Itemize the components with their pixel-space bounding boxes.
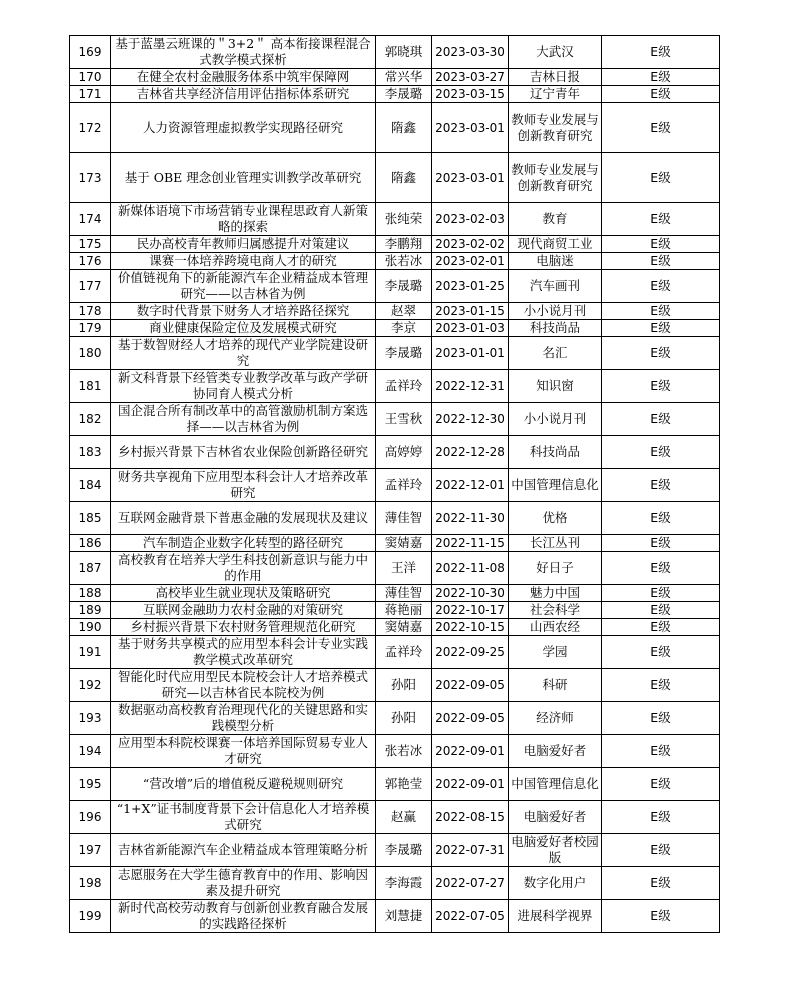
paper-title: 价值链视角下的新能源汽车企业精益成本管理研究——以吉林省为例 xyxy=(111,270,376,303)
row-number: 189 xyxy=(70,602,111,619)
table-row xyxy=(70,801,720,834)
paper-title: 基于财务共享模式的应用型本科会计专业实践教学模式改革研究 xyxy=(111,636,376,669)
publish-date: 2022-09-01 xyxy=(432,768,509,801)
publication-name: 辽宁青年 xyxy=(509,86,602,103)
paper-level: E级 xyxy=(602,203,720,236)
row-number: 176 xyxy=(70,253,111,270)
paper-title: 智能化时代应用型民本院校会计人才培养模式研究—以吉林省民本院校为例 xyxy=(111,669,376,702)
author-name: 赵翠 xyxy=(376,303,432,320)
publication-name: 数字化用户 xyxy=(509,867,602,900)
paper-title: 课赛一体培养跨境电商人才的研究 xyxy=(111,253,376,270)
paper-level: E级 xyxy=(602,69,720,86)
paper-level: E级 xyxy=(602,552,720,585)
paper-level: E级 xyxy=(602,702,720,735)
row-number: 191 xyxy=(70,636,111,669)
table-row xyxy=(70,337,720,370)
paper-title: 汽车制造企业数字化转型的路径研究 xyxy=(111,535,376,552)
paper-level: E级 xyxy=(602,436,720,469)
paper-level: E级 xyxy=(602,320,720,337)
author-name: 李晟璐 xyxy=(376,834,432,867)
author-name: 李海霞 xyxy=(376,867,432,900)
author-name: 蒋艳丽 xyxy=(376,602,432,619)
table-row xyxy=(70,469,720,502)
paper-title: 人力资源管理虚拟教学实现路径研究 xyxy=(111,103,376,153)
publish-date: 2022-09-05 xyxy=(432,702,509,735)
author-name: 孙阳 xyxy=(376,669,432,702)
table-row xyxy=(70,236,720,253)
row-number: 198 xyxy=(70,867,111,900)
publish-date: 2022-07-05 xyxy=(432,900,509,933)
publication-name: 小小说月刊 xyxy=(509,403,602,436)
table-row xyxy=(70,636,720,669)
paper-level: E级 xyxy=(602,303,720,320)
table-row xyxy=(70,900,720,933)
author-name: 窦婧嘉 xyxy=(376,619,432,636)
table-row xyxy=(70,768,720,801)
row-number: 196 xyxy=(70,801,111,834)
publication-name: 名汇 xyxy=(509,337,602,370)
paper-level: E级 xyxy=(602,735,720,768)
paper-title: 新时代高校劳动教育与创新创业教育融合发展的实践路径探析 xyxy=(111,900,376,933)
table-row xyxy=(70,834,720,867)
row-number: 187 xyxy=(70,552,111,585)
paper-title: 高校教育在培养大学生科技创新意识与能力中的作用 xyxy=(111,552,376,585)
author-name: 张若冰 xyxy=(376,735,432,768)
row-number: 173 xyxy=(70,153,111,203)
author-name: 窦婧嘉 xyxy=(376,535,432,552)
author-name: 孟祥玲 xyxy=(376,370,432,403)
author-name: 李晟璐 xyxy=(376,270,432,303)
publish-date: 2023-02-02 xyxy=(432,236,509,253)
paper-title: 应用型本科院校课赛一体培养国际贸易专业人才研究 xyxy=(111,735,376,768)
publication-name: 科技尚品 xyxy=(509,436,602,469)
paper-level: E级 xyxy=(602,253,720,270)
paper-level: E级 xyxy=(602,768,720,801)
paper-title: 互联网金融助力农村金融的对策研究 xyxy=(111,602,376,619)
publish-date: 2022-10-15 xyxy=(432,619,509,636)
publish-date: 2022-10-17 xyxy=(432,602,509,619)
publish-date: 2023-03-30 xyxy=(432,36,509,69)
author-name: 孟祥玲 xyxy=(376,636,432,669)
publish-date: 2023-03-15 xyxy=(432,86,509,103)
paper-title: 数据驱动高校教育治理现代化的关键思路和实践模型分析 xyxy=(111,702,376,735)
publication-name: 教育 xyxy=(509,203,602,236)
publication-name: 中国管理信息化 xyxy=(509,768,602,801)
table-row xyxy=(70,303,720,320)
publication-table xyxy=(69,35,720,933)
publication-table-container xyxy=(69,35,719,933)
row-number: 181 xyxy=(70,370,111,403)
publish-date: 2022-11-08 xyxy=(432,552,509,585)
publish-date: 2022-09-25 xyxy=(432,636,509,669)
publication-name: 长江丛刊 xyxy=(509,535,602,552)
author-name: 王洋 xyxy=(376,552,432,585)
table-row xyxy=(70,203,720,236)
publication-name: 汽车画刊 xyxy=(509,270,602,303)
paper-level: E级 xyxy=(602,669,720,702)
table-row xyxy=(70,320,720,337)
row-number: 194 xyxy=(70,735,111,768)
publication-name: 电脑爱好者 xyxy=(509,735,602,768)
paper-level: E级 xyxy=(602,585,720,602)
author-name: 薄佳智 xyxy=(376,502,432,535)
publication-name: 现代商贸工业 xyxy=(509,236,602,253)
publication-name: 学园 xyxy=(509,636,602,669)
publication-name: 科技尚品 xyxy=(509,320,602,337)
author-name: 隋鑫 xyxy=(376,153,432,203)
paper-level: E级 xyxy=(602,270,720,303)
row-number: 175 xyxy=(70,236,111,253)
row-number: 195 xyxy=(70,768,111,801)
publish-date: 2022-11-30 xyxy=(432,502,509,535)
paper-title: 吉林省共享经济信用评估指标体系研究 xyxy=(111,86,376,103)
publish-date: 2023-03-27 xyxy=(432,69,509,86)
table-body xyxy=(70,36,720,933)
author-name: 高婷婷 xyxy=(376,436,432,469)
publish-date: 2022-12-31 xyxy=(432,370,509,403)
publish-date: 2022-10-30 xyxy=(432,585,509,602)
row-number: 183 xyxy=(70,436,111,469)
paper-title: 志愿服务在大学生德育教育中的作用、影响因素及提升研究 xyxy=(111,867,376,900)
author-name: 李鹏翔 xyxy=(376,236,432,253)
publish-date: 2023-01-15 xyxy=(432,303,509,320)
author-name: 张若冰 xyxy=(376,253,432,270)
author-name: 隋鑫 xyxy=(376,103,432,153)
table-row xyxy=(70,270,720,303)
paper-title: 互联网金融背景下普惠金融的发展现状及建议 xyxy=(111,502,376,535)
publication-name: 教师专业发展与创新教育研究 xyxy=(509,103,602,153)
row-number: 180 xyxy=(70,337,111,370)
paper-title: 新媒体语境下市场营销专业课程思政育人新策略的探索 xyxy=(111,203,376,236)
table-row xyxy=(70,370,720,403)
row-number: 199 xyxy=(70,900,111,933)
paper-level: E级 xyxy=(602,636,720,669)
publish-date: 2023-01-01 xyxy=(432,337,509,370)
paper-level: E级 xyxy=(602,36,720,69)
table-row xyxy=(70,535,720,552)
paper-level: E级 xyxy=(602,370,720,403)
row-number: 177 xyxy=(70,270,111,303)
author-name: 王雪秋 xyxy=(376,403,432,436)
author-name: 郭艳莹 xyxy=(376,768,432,801)
row-number: 190 xyxy=(70,619,111,636)
publish-date: 2022-07-31 xyxy=(432,834,509,867)
paper-level: E级 xyxy=(602,337,720,370)
publication-name: 社会科学 xyxy=(509,602,602,619)
paper-title: 财务共享视角下应用型本科会计人才培养改革研究 xyxy=(111,469,376,502)
row-number: 182 xyxy=(70,403,111,436)
publish-date: 2023-02-01 xyxy=(432,253,509,270)
publish-date: 2023-01-03 xyxy=(432,320,509,337)
publish-date: 2022-08-15 xyxy=(432,801,509,834)
row-number: 192 xyxy=(70,669,111,702)
paper-title: 在健全农村金融服务体系中筑牢保障网 xyxy=(111,69,376,86)
paper-title: 乡村振兴背景下农村财务管理规范化研究 xyxy=(111,619,376,636)
table-row xyxy=(70,602,720,619)
row-number: 172 xyxy=(70,103,111,153)
author-name: 孟祥玲 xyxy=(376,469,432,502)
paper-level: E级 xyxy=(602,535,720,552)
author-name: 郭晓琪 xyxy=(376,36,432,69)
paper-level: E级 xyxy=(602,502,720,535)
author-name: 李晟璐 xyxy=(376,337,432,370)
publication-name: 科研 xyxy=(509,669,602,702)
publish-date: 2022-12-28 xyxy=(432,436,509,469)
publish-date: 2023-03-01 xyxy=(432,153,509,203)
paper-title: 新文科背景下经管类专业教学改革与政产学研协同育人模式分析 xyxy=(111,370,376,403)
publication-name: 电脑爱好者 xyxy=(509,801,602,834)
publication-name: 进展科学视界 xyxy=(509,900,602,933)
row-number: 174 xyxy=(70,203,111,236)
paper-title: 吉林省新能源汽车企业精益成本管理策略分析 xyxy=(111,834,376,867)
publication-name: 魅力中国 xyxy=(509,585,602,602)
table-row xyxy=(70,502,720,535)
row-number: 184 xyxy=(70,469,111,502)
paper-level: E级 xyxy=(602,801,720,834)
table-row xyxy=(70,403,720,436)
paper-level: E级 xyxy=(602,469,720,502)
author-name: 赵赢 xyxy=(376,801,432,834)
publish-date: 2022-09-05 xyxy=(432,669,509,702)
paper-level: E级 xyxy=(602,602,720,619)
author-name: 薄佳智 xyxy=(376,585,432,602)
publish-date: 2022-12-30 xyxy=(432,403,509,436)
publication-name: 大武汉 xyxy=(509,36,602,69)
paper-title: 基于蓝墨云班课的＂3+2＂ 高本衔接课程混合式教学模式探析 xyxy=(111,36,376,69)
row-number: 185 xyxy=(70,502,111,535)
table-row xyxy=(70,619,720,636)
table-row xyxy=(70,585,720,602)
table-row xyxy=(70,69,720,86)
publication-name: 吉林日报 xyxy=(509,69,602,86)
publication-name: 中国管理信息化 xyxy=(509,469,602,502)
publication-name: 电脑迷 xyxy=(509,253,602,270)
table-row xyxy=(70,253,720,270)
author-name: 李京 xyxy=(376,320,432,337)
paper-title: 民办高校青年教师归属感提升对策建议 xyxy=(111,236,376,253)
row-number: 193 xyxy=(70,702,111,735)
table-row xyxy=(70,153,720,203)
publish-date: 2023-02-03 xyxy=(432,203,509,236)
publication-name: 教师专业发展与创新教育研究 xyxy=(509,153,602,203)
table-row xyxy=(70,36,720,69)
paper-title: 国企混合所有制改革中的高管激励机制方案选择——以吉林省为例 xyxy=(111,403,376,436)
paper-title: 基于数智财经人才培养的现代产业学院建设研究 xyxy=(111,337,376,370)
paper-level: E级 xyxy=(602,403,720,436)
paper-level: E级 xyxy=(602,900,720,933)
author-name: 刘慧捷 xyxy=(376,900,432,933)
table-row xyxy=(70,669,720,702)
publish-date: 2022-07-27 xyxy=(432,867,509,900)
paper-level: E级 xyxy=(602,834,720,867)
row-number: 186 xyxy=(70,535,111,552)
publication-name: 山西农经 xyxy=(509,619,602,636)
table-row xyxy=(70,552,720,585)
table-row xyxy=(70,86,720,103)
paper-level: E级 xyxy=(602,867,720,900)
author-name: 李晟璐 xyxy=(376,86,432,103)
author-name: 常兴华 xyxy=(376,69,432,86)
paper-title: “营改增”后的增值税反避税规则研究 xyxy=(111,768,376,801)
row-number: 188 xyxy=(70,585,111,602)
row-number: 169 xyxy=(70,36,111,69)
author-name: 张纯荣 xyxy=(376,203,432,236)
publication-name: 知识窗 xyxy=(509,370,602,403)
row-number: 197 xyxy=(70,834,111,867)
row-number: 171 xyxy=(70,86,111,103)
table-row xyxy=(70,735,720,768)
paper-level: E级 xyxy=(602,619,720,636)
publication-name: 好日子 xyxy=(509,552,602,585)
row-number: 170 xyxy=(70,69,111,86)
row-number: 178 xyxy=(70,303,111,320)
publish-date: 2022-11-15 xyxy=(432,535,509,552)
publish-date: 2022-09-01 xyxy=(432,735,509,768)
paper-title: 高校毕业生就业现状及策略研究 xyxy=(111,585,376,602)
paper-title: 数字时代背景下财务人才培养路径探究 xyxy=(111,303,376,320)
row-number: 179 xyxy=(70,320,111,337)
publication-name: 小小说月刊 xyxy=(509,303,602,320)
paper-title: 乡村振兴背景下吉林省农业保险创新路径研究 xyxy=(111,436,376,469)
table-row xyxy=(70,103,720,153)
publication-name: 优格 xyxy=(509,502,602,535)
table-row xyxy=(70,867,720,900)
author-name: 孙阳 xyxy=(376,702,432,735)
paper-level: E级 xyxy=(602,236,720,253)
publication-name: 电脑爱好者校园版 xyxy=(509,834,602,867)
paper-level: E级 xyxy=(602,86,720,103)
publish-date: 2023-03-01 xyxy=(432,103,509,153)
publication-name: 经济师 xyxy=(509,702,602,735)
publish-date: 2023-01-25 xyxy=(432,270,509,303)
publish-date: 2022-12-01 xyxy=(432,469,509,502)
paper-level: E级 xyxy=(602,103,720,153)
paper-title: “1+X”证书制度背景下会计信息化人才培养模式研究 xyxy=(111,801,376,834)
table-row xyxy=(70,702,720,735)
table-row xyxy=(70,436,720,469)
paper-title: 商业健康保险定位及发展模式研究 xyxy=(111,320,376,337)
paper-title: 基于 OBE 理念创业管理实训教学改革研究 xyxy=(111,153,376,203)
paper-level: E级 xyxy=(602,153,720,203)
